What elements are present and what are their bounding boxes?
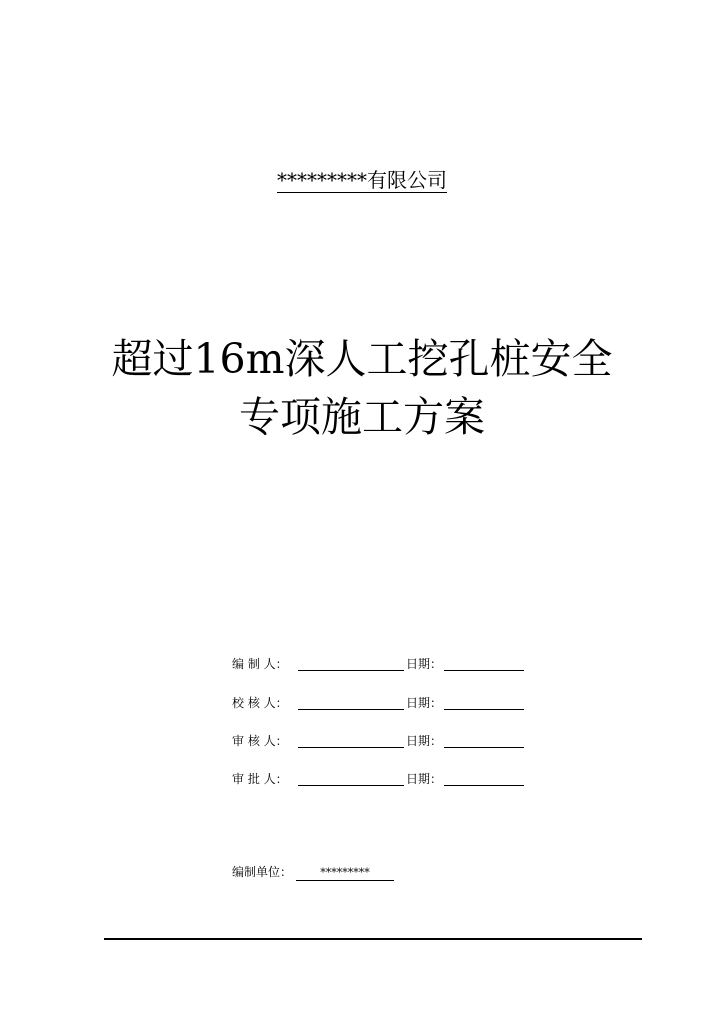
- signature-blank: [298, 771, 404, 786]
- title-line-1: 超过16m深人工挖孔桩安全: [111, 335, 613, 383]
- signature-blank: [298, 733, 404, 748]
- title-line-2: 专项施工方案: [239, 393, 485, 441]
- compiling-unit-label: 编制单位：: [232, 865, 293, 879]
- document-title: [0, 330, 724, 446]
- signature-blank: [298, 695, 404, 710]
- date-label: 日期：: [406, 734, 443, 748]
- date-label: 日期：: [406, 696, 443, 710]
- date-label: 日期：: [406, 772, 443, 786]
- signoff-role-label: 校 核 人：: [232, 696, 288, 710]
- signoff-role-label: 审 批 人：: [232, 772, 288, 786]
- date-blank: [444, 656, 524, 671]
- compiling-unit-value: *********: [296, 866, 394, 881]
- compiling-unit-row: [232, 862, 394, 882]
- signoff-role-label: 审 核 人：: [232, 734, 288, 748]
- date-blank: [444, 771, 524, 786]
- date-blank: [444, 733, 524, 748]
- signoff-role-label: 编 制 人：: [232, 657, 288, 671]
- signoff-row-checker: [232, 693, 524, 713]
- signature-blank: [298, 656, 404, 671]
- signoff-row-approver: [232, 769, 524, 789]
- company-name: [0, 166, 724, 194]
- signoff-row-reviewer: [232, 731, 524, 751]
- signoff-row-compiler: [232, 654, 524, 674]
- footer-divider: [104, 938, 642, 940]
- date-blank: [444, 695, 524, 710]
- company-name-text: *********有限公司: [277, 168, 447, 192]
- date-label: 日期：: [406, 657, 443, 671]
